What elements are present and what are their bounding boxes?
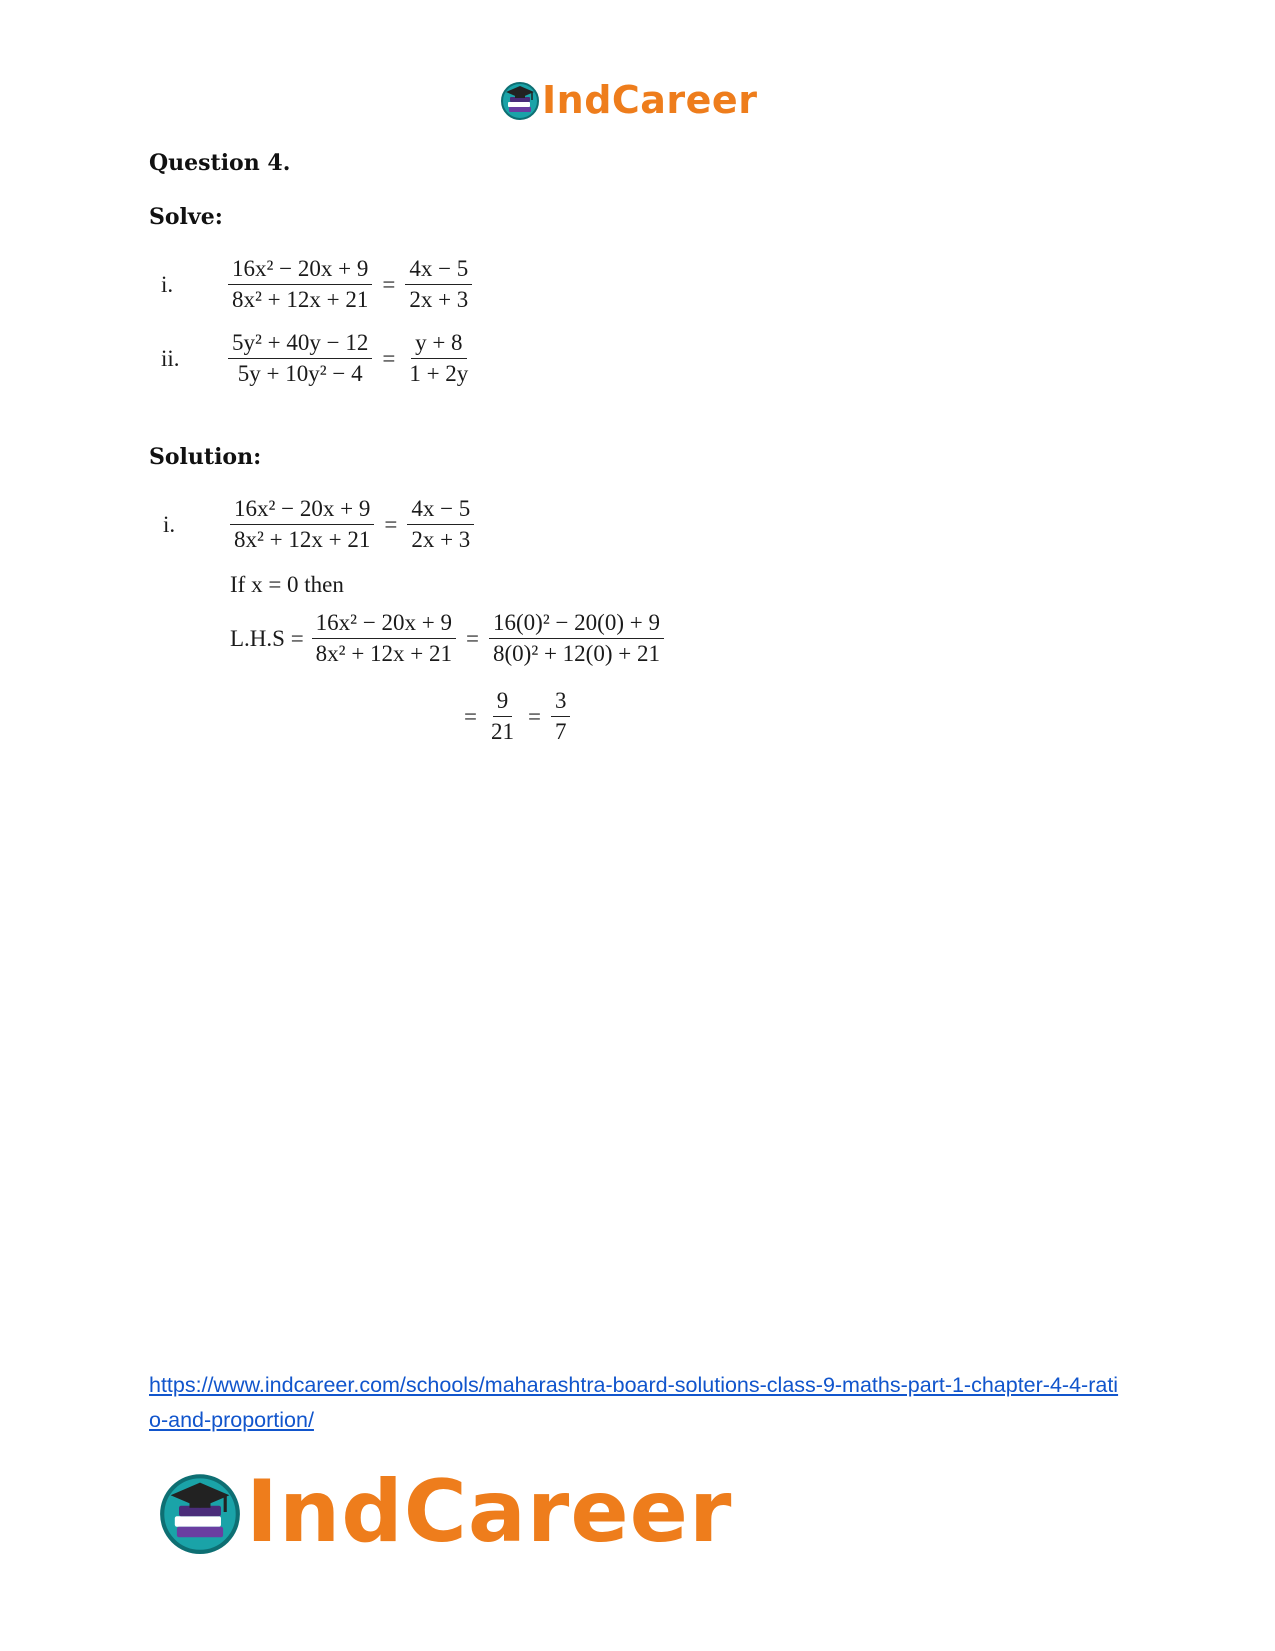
fraction-denominator: 8x² + 12x + 21 [232,287,369,312]
fraction-expression [312,608,456,669]
instruction-heading: Solve: [149,204,223,230]
lhs-label: L.H.S = [230,625,304,651]
footer-logo [158,1462,732,1562]
graduation-book-icon [158,1470,242,1554]
question-item-label: ii. [161,346,180,371]
question-equation-1 [228,254,472,315]
fraction-substituted [489,608,664,669]
fraction-denominator: 8x² + 12x + 21 [234,527,371,552]
fraction-denominator: 1 + 2y [409,361,469,386]
graduation-book-icon [500,80,540,120]
fraction-denominator: 2x + 3 [409,287,469,312]
fraction-numerator: 5y² + 40y − 12 [228,328,372,359]
equals-sign: = [466,625,479,651]
fraction-denominator: 5y + 10y² − 4 [237,361,363,386]
lhs-step [230,608,664,669]
fraction-denominator: 2x + 3 [411,527,471,552]
fraction-nine-twentyone [487,686,518,747]
fraction-denominator: 8x² + 12x + 21 [315,641,453,666]
fraction-numerator: 16x² − 20x + 9 [228,254,372,285]
fraction-numerator: 4x − 5 [407,494,474,525]
fraction-lhs [228,328,372,389]
equals-sign: = [384,511,398,537]
fraction-lhs [230,494,374,555]
fraction-numerator: 16x² − 20x + 9 [230,494,374,525]
fraction-rhs [405,254,472,315]
fraction-rhs [407,494,474,555]
fraction-lhs [228,254,372,315]
equals-sign: = [464,703,477,729]
equals-sign: = [382,271,396,297]
equals-sign: = [527,703,541,729]
fraction-numerator: 16x² − 20x + 9 [312,608,456,639]
fraction-denominator: 7 [554,719,567,744]
fraction-denominator: 21 [490,719,514,744]
question-title: Question 4. [149,150,291,176]
fraction-denominator: 8(0)² + 12(0) + 21 [493,641,660,666]
fraction-numerator: y + 8 [411,328,466,359]
brand-name: IndCareer [542,78,758,122]
fraction-numerator: 9 [493,686,513,717]
fraction-numerator: 4x − 5 [405,254,472,285]
fraction-rhs [405,328,472,389]
brand-name: IndCareer [246,1462,733,1562]
solution-heading: Solution: [149,444,262,470]
header-logo [500,78,757,122]
question-equation-2 [228,328,472,389]
equals-sign: = [382,345,396,371]
fraction-numerator: 16(0)² − 20(0) + 9 [489,608,664,639]
question-item-label: i. [161,272,174,297]
source-link[interactable]: https://www.indcareer.com/schools/maharashtra-board-solutions-class-9-maths-part-1-chapter-4-4-ratio-and-proportion/ [149,1373,1119,1432]
solution-equation [230,494,474,555]
solution-item-label: i. [163,512,176,537]
fraction-three-seven [551,686,571,747]
result-step [464,686,570,747]
fraction-numerator: 3 [551,686,571,717]
condition-text: If x = 0 then [230,572,344,597]
